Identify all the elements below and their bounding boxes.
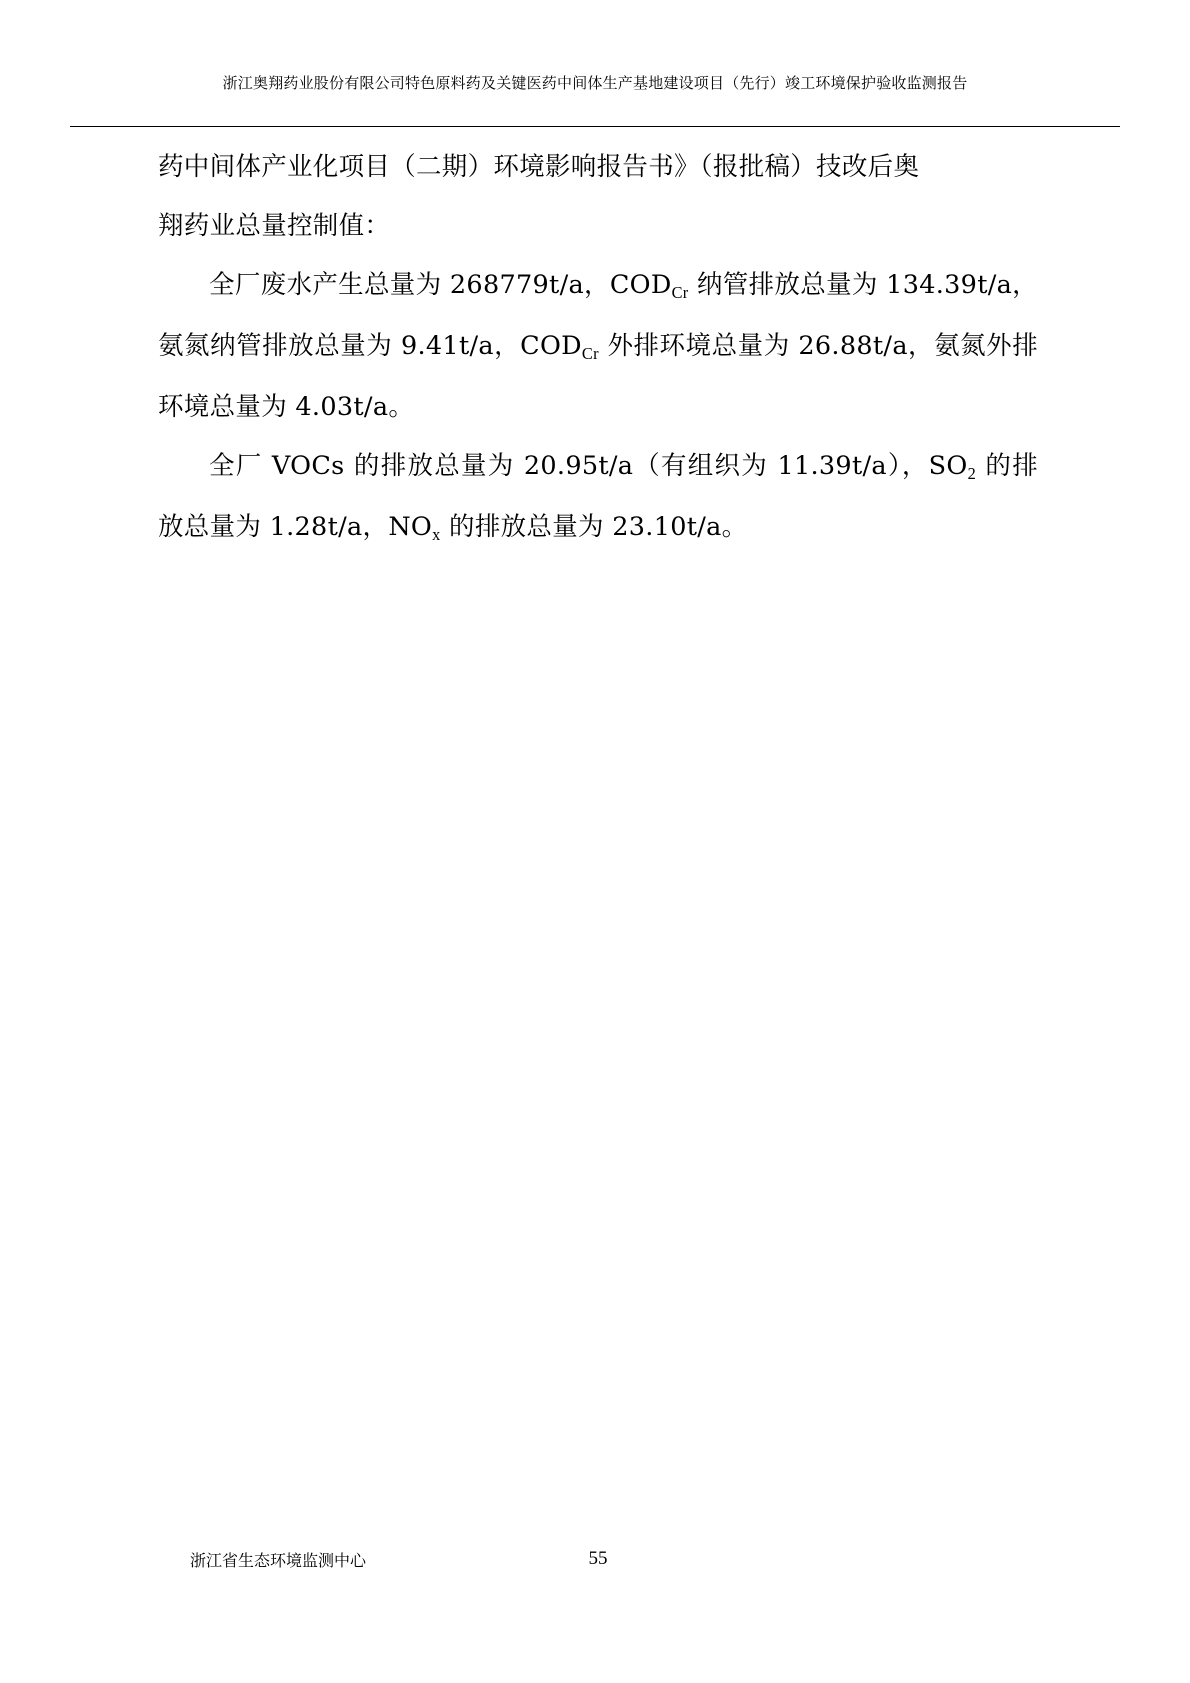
wastewater-text-b: 纳管排放总量为 134.39t/a，氨氮纳管排放总量为 9.41t/a，COD bbox=[158, 270, 1038, 361]
cod-subscript-1: Cr bbox=[671, 282, 689, 302]
air-text-c: 的排放总量为 23.10t/a。 bbox=[440, 512, 748, 542]
paragraph-continued-line1: 药中间体产业化项目（二期）环境影响报告书》（报批稿）技改后奥 bbox=[158, 152, 920, 182]
document-body bbox=[158, 138, 1038, 559]
air-text-a: 全厂 VOCs 的排放总量为 20.95t/a（有组织为 11.39t/a），SO bbox=[209, 451, 968, 481]
footer-organization: 浙江省生态环境监测中心 bbox=[190, 1551, 367, 1570]
paragraph-continued bbox=[158, 138, 1038, 256]
air-text-b: 的排放总量为 1.28t/a，NO bbox=[158, 451, 1038, 542]
wastewater-text-a: 全厂废水产生总量为 268779t/a，COD bbox=[209, 270, 672, 300]
paragraph-continued-line2: 翔药业总量控制值： bbox=[158, 211, 391, 241]
paragraph-airemission bbox=[158, 437, 1038, 559]
nox-subscript: x bbox=[432, 524, 441, 544]
page-header: 浙江奥翔药业股份有限公司特色原料药及关键医药中间体生产基地建设项目（先行）竣工环境保护验收监测报告 bbox=[222, 74, 968, 92]
paragraph-wastewater bbox=[158, 256, 1038, 437]
header-divider bbox=[70, 126, 1120, 127]
wastewater-text-c: 外排环境总量为 26.88t/a，氨氮外排环境总量为 4.03t/a。 bbox=[158, 331, 1038, 422]
footer-page-number: 55 bbox=[588, 1548, 608, 1569]
so2-subscript: 2 bbox=[967, 463, 977, 483]
cod-subscript-2: Cr bbox=[581, 343, 599, 363]
